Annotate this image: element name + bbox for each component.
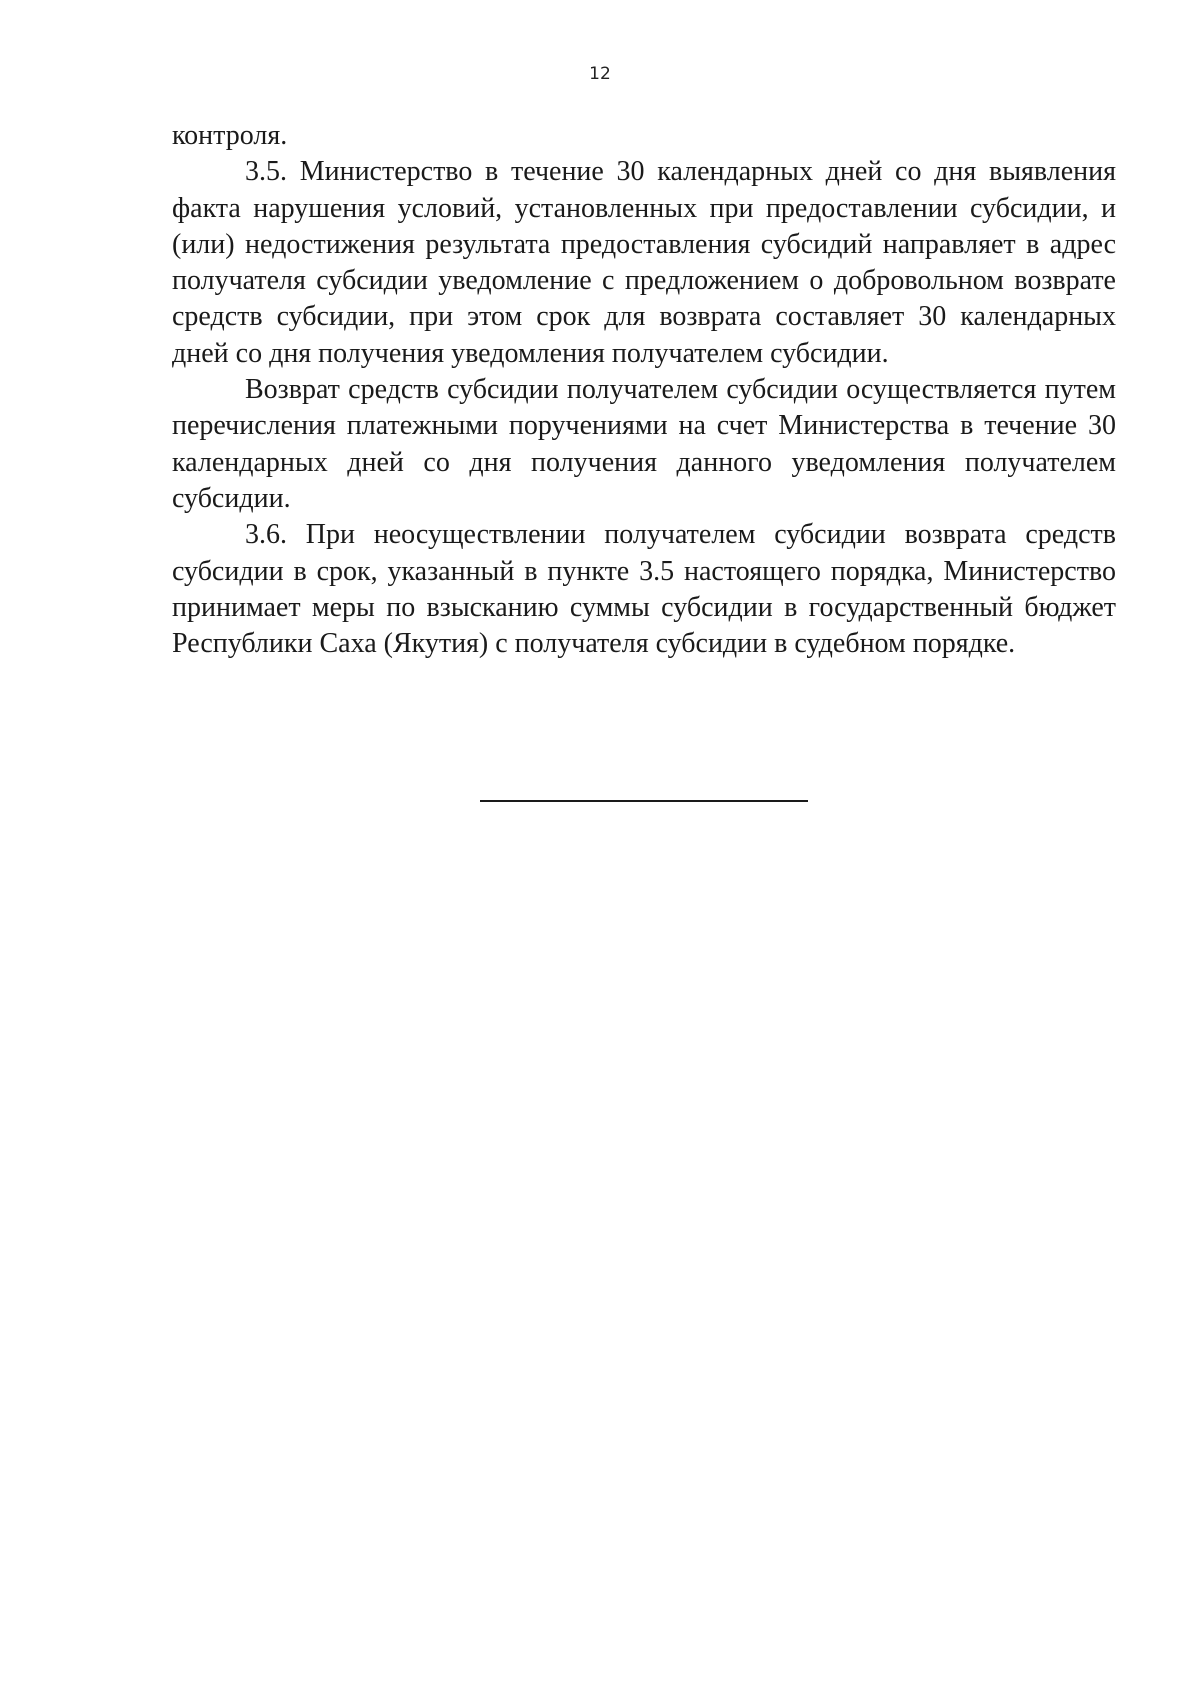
paragraph-refund-procedure: Возврат средств субсидии получателем субсидии осуществляется путем перечисления платежными поручениями на счет Министерства в течение 30 календарных дней со дня получения данного уведомления получателем субсидии.	[172, 374, 1116, 514]
paragraph-clause-3-6: 3.6. При неосуществлении получателем субсидии возврата средств субсидии в срок, указанный в пункте 3.5 настоящего порядка, Министерство принимает меры по взысканию суммы субсидии в государственный бюджет Республики Саха (Якутия) с получателя субсидии в судебном порядке.	[172, 519, 1116, 660]
paragraph-continuation: контроля.	[172, 120, 288, 151]
document-body	[172, 118, 1116, 662]
paragraph-clause-3-5: 3.5. Министерство в течение 30 календарных дней со дня выявления факта нарушения условий, установленных при предоставлении субсидии, и (или) недостижения результата предоставления субсидий направляет в адрес получателя субсидии уведомление с предложением о добровольном возврате средств субсидии, при этом срок для возврата составляет 30 календарных дней со дня получения уведомления получателем субсидии.	[172, 156, 1116, 369]
end-of-document-rule	[480, 800, 808, 802]
page-number: 12	[589, 64, 611, 84]
